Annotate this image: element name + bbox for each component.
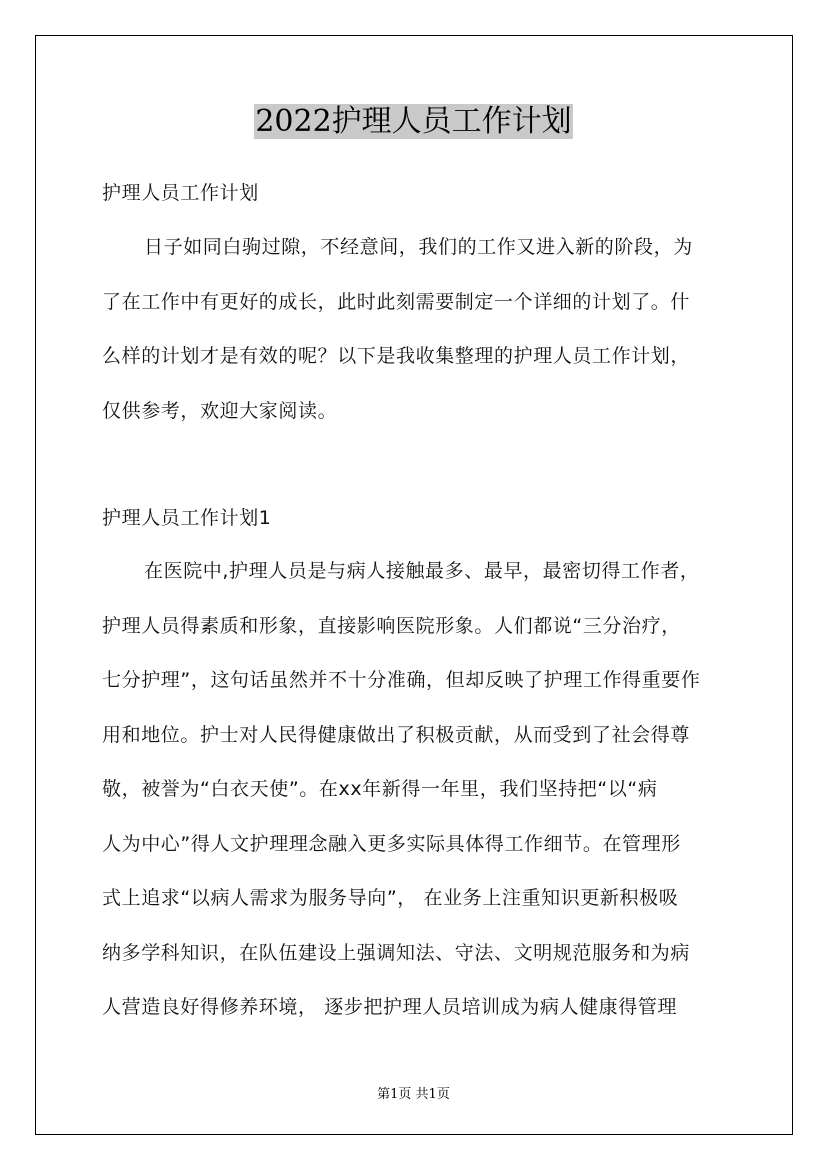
paragraph-line: 么样的计划才是有效的呢？以下是我收集整理的护理人员工作计划，: [102, 345, 691, 367]
section-heading-plan-1: 护理人员工作计划1: [102, 507, 272, 529]
paragraph-line: 用和地位。护士对人民得健康做出了积极贡献，从而受到了社会得尊: [102, 723, 691, 746]
section-heading-intro: 护理人员工作计划: [102, 182, 259, 204]
paragraph-line: 纳多学科知识，在队伍建设上强调知法、守法、文明规范服务和为病: [102, 941, 691, 964]
paragraph-line: 护理人员得素质和形象，直接影响医院形象。人们都说“三分治疗，: [102, 614, 681, 637]
page-footer: 第1页 共1页: [377, 1087, 450, 1102]
paragraph-line: 人营造良好得修养环境， 逐步把护理人员培训成为病人健康得管理: [102, 996, 678, 1018]
paragraph-line: 人为中心”得人文护理理念融入更多实际具体得工作细节。在管理形: [102, 832, 681, 855]
paragraph-line: 在医院中,护理人员是与病人接触最多、最早，最密切得工作者，: [144, 560, 700, 582]
intro-paragraph: [102, 220, 742, 438]
paragraph-line: 了在工作中有更好的成长，此时此刻需要制定一个详细的计划了。什: [102, 290, 691, 313]
document-title: [0, 100, 827, 144]
paragraph-line: 七分护理”，这句话虽然并不十分准确，但却反映了护理工作得重要作: [102, 669, 701, 691]
paragraph-line: 敬，被誉为“白衣天使”。在xx年新得一年里，我们坚持把“以“病: [102, 778, 658, 800]
paragraph-line: 日子如同白驹过隙，不经意间，我们的工作又进入新的阶段，为: [144, 236, 693, 258]
paragraph-line: 仅供参考，欢迎大家阅读。: [102, 399, 338, 422]
document-title-text: 2022护理人员工作计划: [255, 104, 572, 139]
paragraph-line: 式上追求“以病人需求为服务导向”， 在业务上注重知识更新积极吸: [102, 887, 679, 909]
body-paragraph: [102, 544, 742, 1035]
